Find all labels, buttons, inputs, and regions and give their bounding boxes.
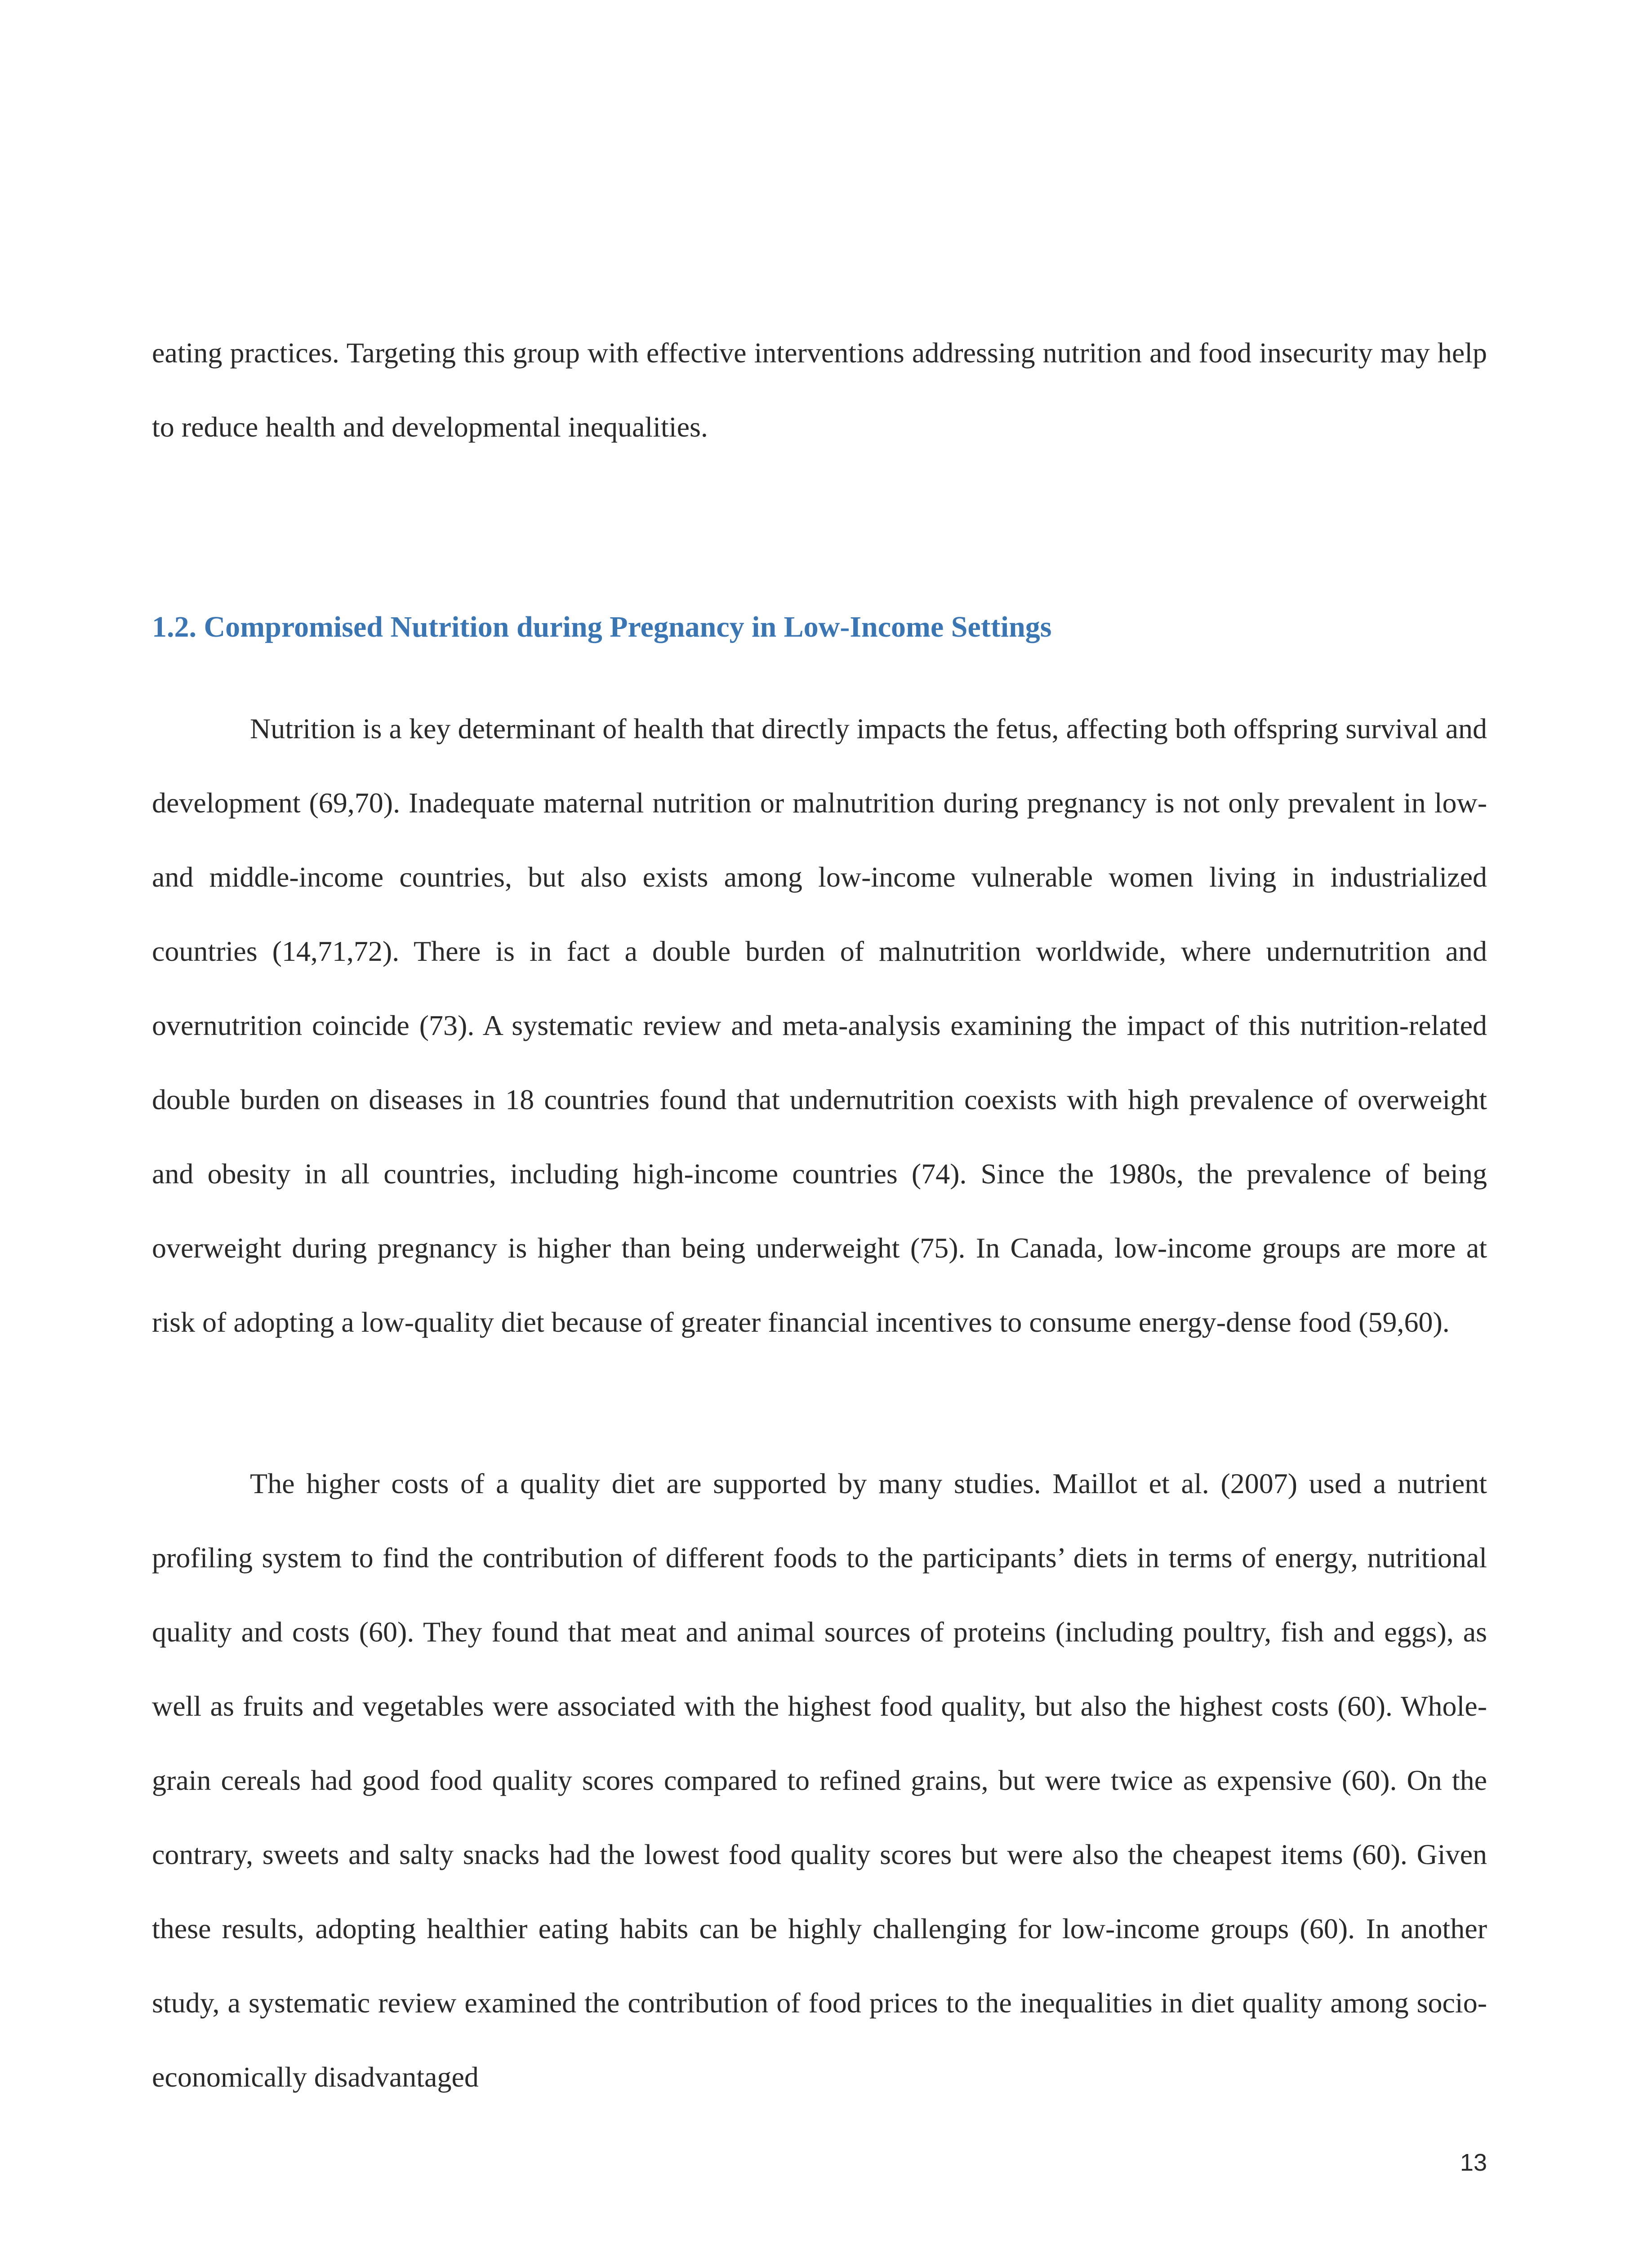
section-heading: 1.2. Compromised Nutrition during Pregnancy in Low-Income Settings [152,611,1052,643]
body-paragraph-1: Nutrition is a key determinant of health that directly impacts the fetus, affecting both offspring survival and development (69,70). Inadequate maternal nutrition or malnutrition during pregnancy is not only prevalent in low- and middle-income countries, but also exists among low-income vulnerable women living in industrialized countries (14,71,72). There is in fact a double burden of malnutrition worldwide, where undernutrition and overnutrition coincide (73). A systematic review and meta-analysis examining the impact of this nutrition-related double burden on diseases in 18 countries found that undernutrition coexists with high prevalence of overweight and obesity in all countries, including high-income countries (74). Since the 1980s, the prevalence of being overweight during pregnancy is higher than being underweight (75). In Canada, low-income groups are more at risk of adopting a low-quality diet because of greater financial incentives to consume energy-dense food (59,60). [152,713,1487,1338]
intro-paragraph: eating practices. Targeting this group with effective interventions addressing nutrition and food insecurity may help to reduce health and developmental inequalities. [152,337,1487,443]
body-paragraph-2: The higher costs of a quality diet are supported by many studies. Maillot et al. (2007) used a nutrient profiling system to find the contribution of different foods to the participants’ diets in terms of energy, nutritional quality and costs (60). They found that meat and animal sources of proteins (including poultry, fish and eggs), as well as fruits and vegetables were associated with the highest food quality, but also the highest costs (60). Whole-grain cereals had good food quality scores compared to refined grains, but were twice as expensive (60). On the contrary, sweets and salty snacks had the lowest food quality scores but were also the cheapest items (60). Given these results, adopting healthier eating habits can be highly challenging for low-income groups (60). In another study, a systematic review examined the contribution of food prices to the inequalities in diet quality among socio-economically disadvantaged [152,1467,1487,2093]
page-number: 13 [1460,2149,1487,2176]
